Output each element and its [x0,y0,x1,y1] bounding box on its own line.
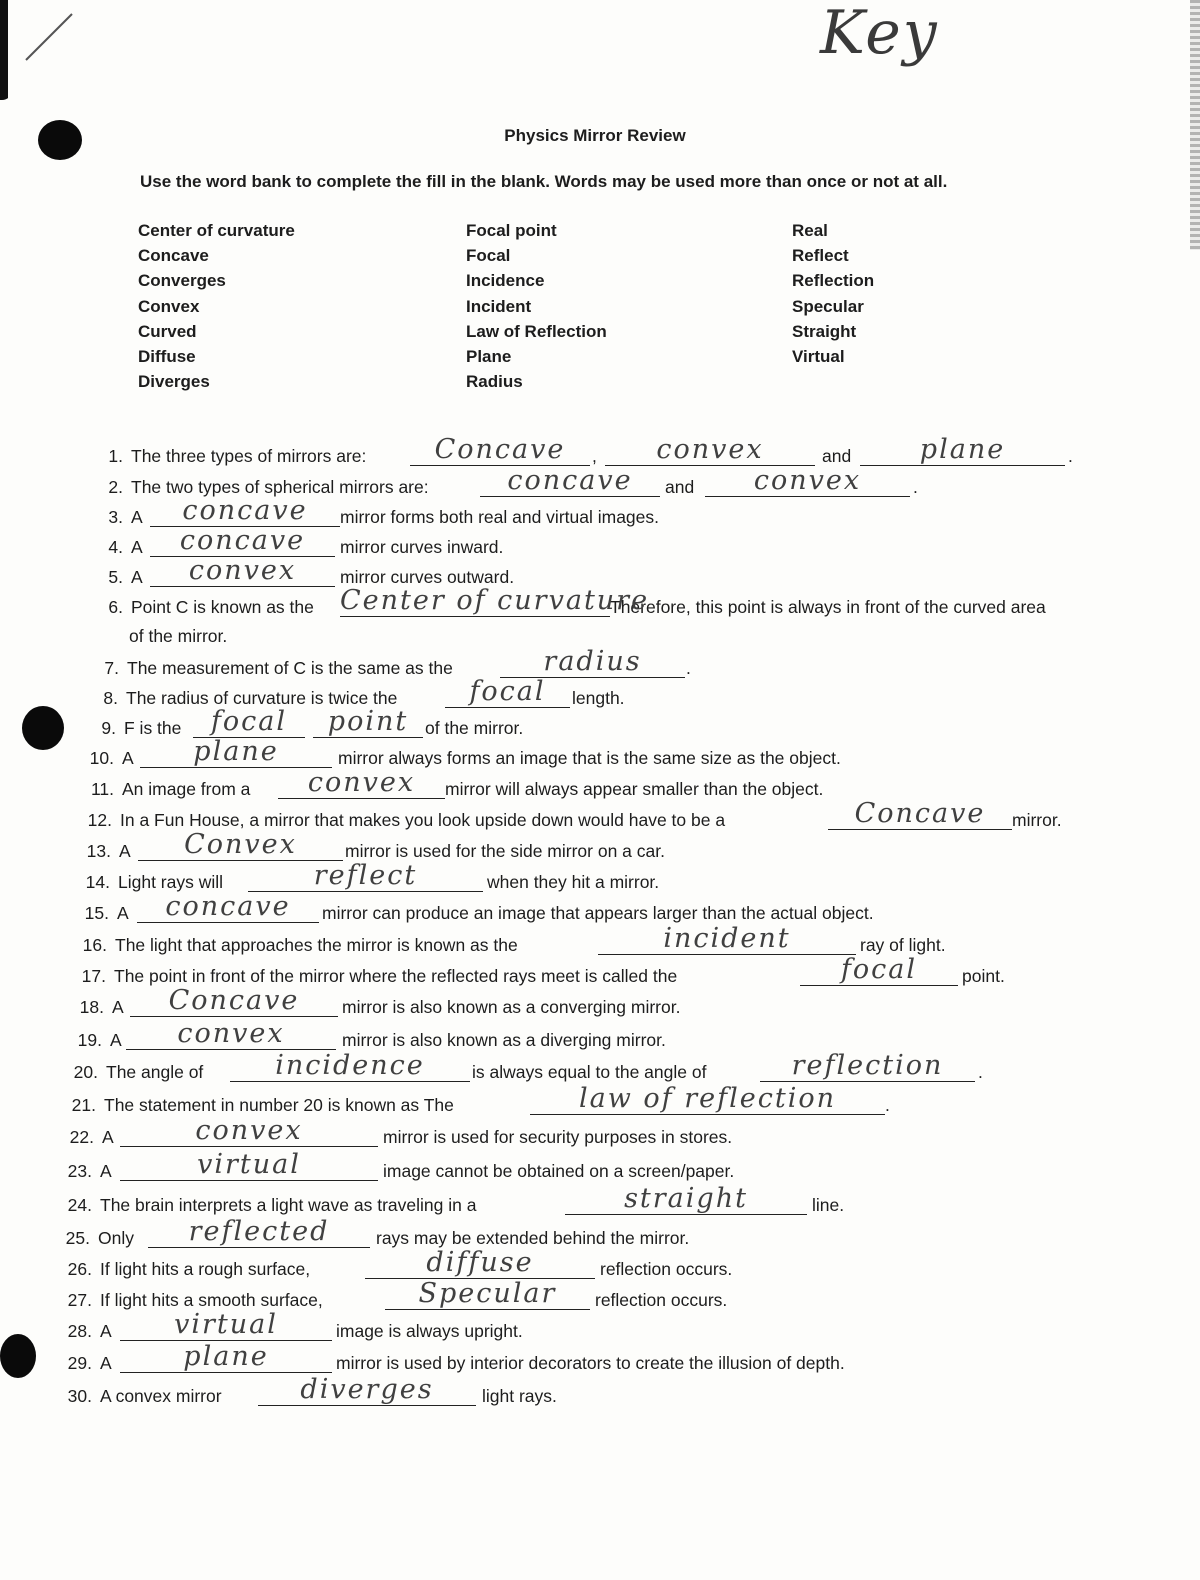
instructions: Use the word bank to complete the fill in the blank. Words may be used more than once or not at all. [140,172,948,191]
handwritten-key-mark: Key [820,0,939,68]
handwritten-answer: Convex [184,829,297,860]
answer-blank[interactable] [120,1341,332,1373]
question-number: 24. [67,1195,92,1215]
question-text: is always equal to the angle of [472,1062,707,1082]
question-text: reflection occurs. [600,1259,733,1279]
handwritten-answer: straight [624,1183,748,1214]
word-bank-term: Diffuse [138,346,196,366]
question-text: , [592,446,597,466]
handwritten-answer: reflect [313,860,418,891]
question-row [55,1374,1130,1410]
handwritten-answer: Concave [434,434,566,465]
question-text: of the mirror. [425,718,524,738]
answer-blank[interactable] [137,891,319,923]
question-number: 16. [82,935,107,955]
question-text: In a Fun House, a mirror that makes you look upside down would have to be a [120,810,726,830]
answer-blank[interactable] [705,465,910,497]
answer-blank[interactable] [530,1083,885,1115]
question-row [55,1247,1130,1283]
handwritten-answer: plane [193,736,279,767]
question-text: mirror always forms an image that is the same size as the object. [338,748,841,768]
question-text: The angle of [106,1062,204,1082]
answer-blank[interactable] [130,985,338,1017]
word-bank-term: Specular [792,296,864,316]
page-title: Physics Mirror Review [504,126,686,145]
question-text: The two types of spherical mirrors are: [131,477,429,497]
question-text: . [1068,446,1073,466]
question-text: A [102,1127,114,1147]
question-text: A [119,841,131,861]
question-text: length. [572,688,625,708]
word-bank-column-1 [138,218,295,394]
word-bank-term: Diverges [138,372,210,392]
question-text: mirror curves inward. [340,537,504,557]
handwritten-answer: Concave [854,798,986,829]
word-bank-column-2 [466,218,607,394]
handwritten-answer: point [327,706,409,737]
answer-blank[interactable] [445,676,570,708]
question-text: A [100,1353,112,1373]
handwritten-answer: Center of curvature [340,585,650,616]
question-number: 13. [86,841,111,861]
question-text: . [978,1062,983,1082]
handwritten-answer: concave [165,891,291,922]
question-number: 17. [81,966,106,986]
handwritten-answer: convex [177,1018,285,1049]
word-bank-term: Virtual [792,346,845,366]
handwritten-answer: law of reflection [578,1083,836,1114]
question-number: 6. [108,597,123,617]
question-text: and [822,446,852,466]
answer-blank[interactable] [148,1216,370,1248]
question-text: . [686,658,691,678]
handwritten-answer: convex [195,1115,303,1146]
question-number: 22. [69,1127,94,1147]
question-text: A [100,1321,112,1341]
question-text: image is always upright. [336,1321,523,1341]
scan-edge-shadow [0,0,12,100]
question-text: mirror forms both real and virtual images. [340,507,659,527]
question-number: 5. [108,567,123,587]
word-bank-column-3 [792,218,874,369]
handwritten-answer: concave [182,495,308,526]
question-number: 19. [77,1030,102,1050]
word-bank-term: Curved [138,321,197,341]
question-text: A [112,997,124,1017]
question-text: The statement in number 20 is known as The [104,1095,454,1115]
handwritten-answer: concave [179,525,306,556]
question-number: 1. [108,446,123,466]
word-bank-term: Converges [138,271,226,291]
question-text: ray of light. [860,935,946,955]
question-text: mirror. [1012,810,1062,830]
question-text: A [110,1030,122,1050]
question-text: A [131,567,143,587]
question-6-continuation: of the mirror. [129,626,228,646]
answer-blank[interactable] [828,798,1012,830]
handwritten-answer: convex [188,555,297,586]
handwritten-answer: reflected [188,1216,330,1247]
question-row [55,829,1130,865]
word-bank-term: Real [792,221,828,240]
question-number: 28. [67,1321,92,1341]
question-row [55,891,1130,927]
question-number: 29. [67,1353,92,1373]
question-row [55,1018,1130,1054]
question-text: point. [962,966,1005,986]
question-text: and [665,477,695,497]
scan-edge-noise [1190,0,1200,250]
question-row [55,1050,1130,1086]
question-text: If light hits a rough surface, [100,1259,311,1279]
word-bank-term: Law of Reflection [466,321,607,341]
question-text: An image from a [122,779,251,799]
question-text: mirror is used for security purposes in stores. [383,1127,733,1147]
word-bank-term: Convex [138,296,200,316]
question-text: A [117,903,129,923]
answer-blank[interactable] [385,1278,590,1310]
question-text: The radius of curvature is twice the [126,688,398,708]
question-text: mirror is used by interior decorators to create the illusion of depth. [336,1353,845,1373]
question-text: mirror will always appear smaller than the object. [445,779,824,799]
word-bank-term: Focal [466,246,511,266]
question-number: 25. [65,1228,90,1248]
word-bank-term: Straight [792,321,857,341]
question-text: reflection occurs. [595,1290,728,1310]
handwritten-answer: radius [543,646,642,677]
punch-hole-bottom [0,1334,36,1378]
question-text: The measurement of C is the same as the [127,658,453,678]
question-number: 18. [79,997,104,1017]
question-text: mirror curves outward. [340,567,515,587]
question-row [55,646,1130,682]
handwritten-answer: virtual [197,1149,301,1180]
question-text: rays may be extended behind the mirror. [376,1228,690,1248]
answer-blank[interactable] [340,585,650,617]
answer-blank[interactable] [150,555,335,587]
question-number: 21. [71,1095,96,1115]
handwritten-answer: focal [210,706,288,737]
question-text: The brain interprets a light wave as traveling in a [100,1195,477,1215]
question-text: mirror can produce an image that appears larger than the actual object. [322,903,874,923]
question-text: The point in front of the mirror where the reflected rays meet is called the [114,966,678,986]
answer-blank[interactable] [258,1374,476,1406]
question-number: 8. [103,688,118,708]
question-row [55,736,1130,772]
word-bank-term: Reflection [792,271,875,291]
handwritten-answer: plane [919,434,1006,465]
handwritten-answer: focal [469,676,546,707]
handwritten-answer: concave [507,465,633,496]
question-number: 20. [73,1062,98,1082]
question-row [55,923,1130,959]
question-text: The light that approaches the mirror is known as the [115,935,518,955]
handwritten-answer: Specular [418,1278,557,1309]
question-number: 27. [67,1290,92,1310]
question-number: 11. [90,779,114,799]
question-number: 4. [108,537,123,557]
question-text: image cannot be obtained on a screen/paper. [383,1161,735,1181]
question-text: Therefore, this point is always in front of the curved area [610,597,1046,617]
question-row [55,1183,1130,1219]
question-text: A convex mirror [100,1386,222,1406]
question-text: If light hits a smooth surface, [100,1290,323,1310]
question-text: F is the [124,718,182,738]
word-bank-term: Incident [466,296,532,316]
handwritten-answer: convex [753,465,862,496]
answer-blank[interactable] [278,767,445,799]
question-row [55,1149,1130,1185]
word-bank-term: Reflect [792,246,849,266]
handwritten-answer: incident [663,923,791,954]
handwritten-answer: Concave [168,985,300,1016]
question-row [55,1115,1130,1151]
handwritten-answer: convex [307,767,416,798]
answer-blank[interactable] [480,465,660,497]
question-text: mirror is also known as a diverging mirror. [342,1030,666,1050]
handwritten-answer: incidence [275,1050,425,1081]
question-text: . [885,1095,890,1115]
handwritten-answer: virtual [174,1309,278,1340]
word-bank-term: Plane [466,346,512,366]
question-text: when they hit a mirror. [487,872,660,892]
handwritten-answer: diverges [300,1374,434,1405]
handwritten-answer: focal [840,954,918,985]
handwritten-answer: plane [183,1341,269,1372]
question-number: 3. [108,507,123,527]
answer-blank[interactable] [120,1149,378,1181]
word-bank-term: Concave [138,246,209,266]
pen-slash-mark [20,8,80,68]
question-text: line. [812,1195,845,1215]
question-row [55,985,1130,1021]
answer-blank[interactable] [760,1050,975,1082]
question-text: light rays. [482,1386,557,1406]
question-number: 12. [87,810,112,830]
answer-blank[interactable] [565,1183,807,1215]
question-number: 15. [84,903,109,923]
question-text: Point C is known as the [131,597,314,617]
question-number: 23. [67,1161,92,1181]
question-text: Only [98,1228,134,1248]
answer-blank[interactable] [230,1050,470,1082]
question-text: mirror is used for the side mirror on a car. [345,841,665,861]
question-number: 9. [101,718,116,738]
word-bank-term: Radius [466,372,523,392]
word-bank-term: Center of curvature [138,221,295,240]
question-text: The three types of mirrors are: [131,446,367,466]
question-row [55,585,1130,621]
question-number: 26. [67,1259,92,1279]
question-text: A [122,748,134,768]
question-number: 2. [108,477,123,497]
question-text: A [100,1161,112,1181]
question-number: 30. [67,1386,92,1406]
question-text: A [131,507,143,527]
question-text: . [913,477,918,497]
question-number: 7. [104,658,119,678]
question-text: A [131,537,143,557]
word-bank-term: Focal point [466,221,557,240]
question-number: 14. [85,872,110,892]
handwritten-answer: reflection [791,1050,944,1081]
handwritten-answer: convex [656,434,764,465]
question-text: mirror is also known as a converging mirror. [342,997,681,1017]
answer-blank[interactable] [120,1115,378,1147]
question-row [55,1341,1130,1377]
handwritten-answer: diffuse [426,1247,534,1278]
question-text: Light rays will [118,872,224,892]
question-number: 10. [89,748,114,768]
answer-blank[interactable] [800,954,958,986]
word-bank-term: Incidence [466,271,545,291]
